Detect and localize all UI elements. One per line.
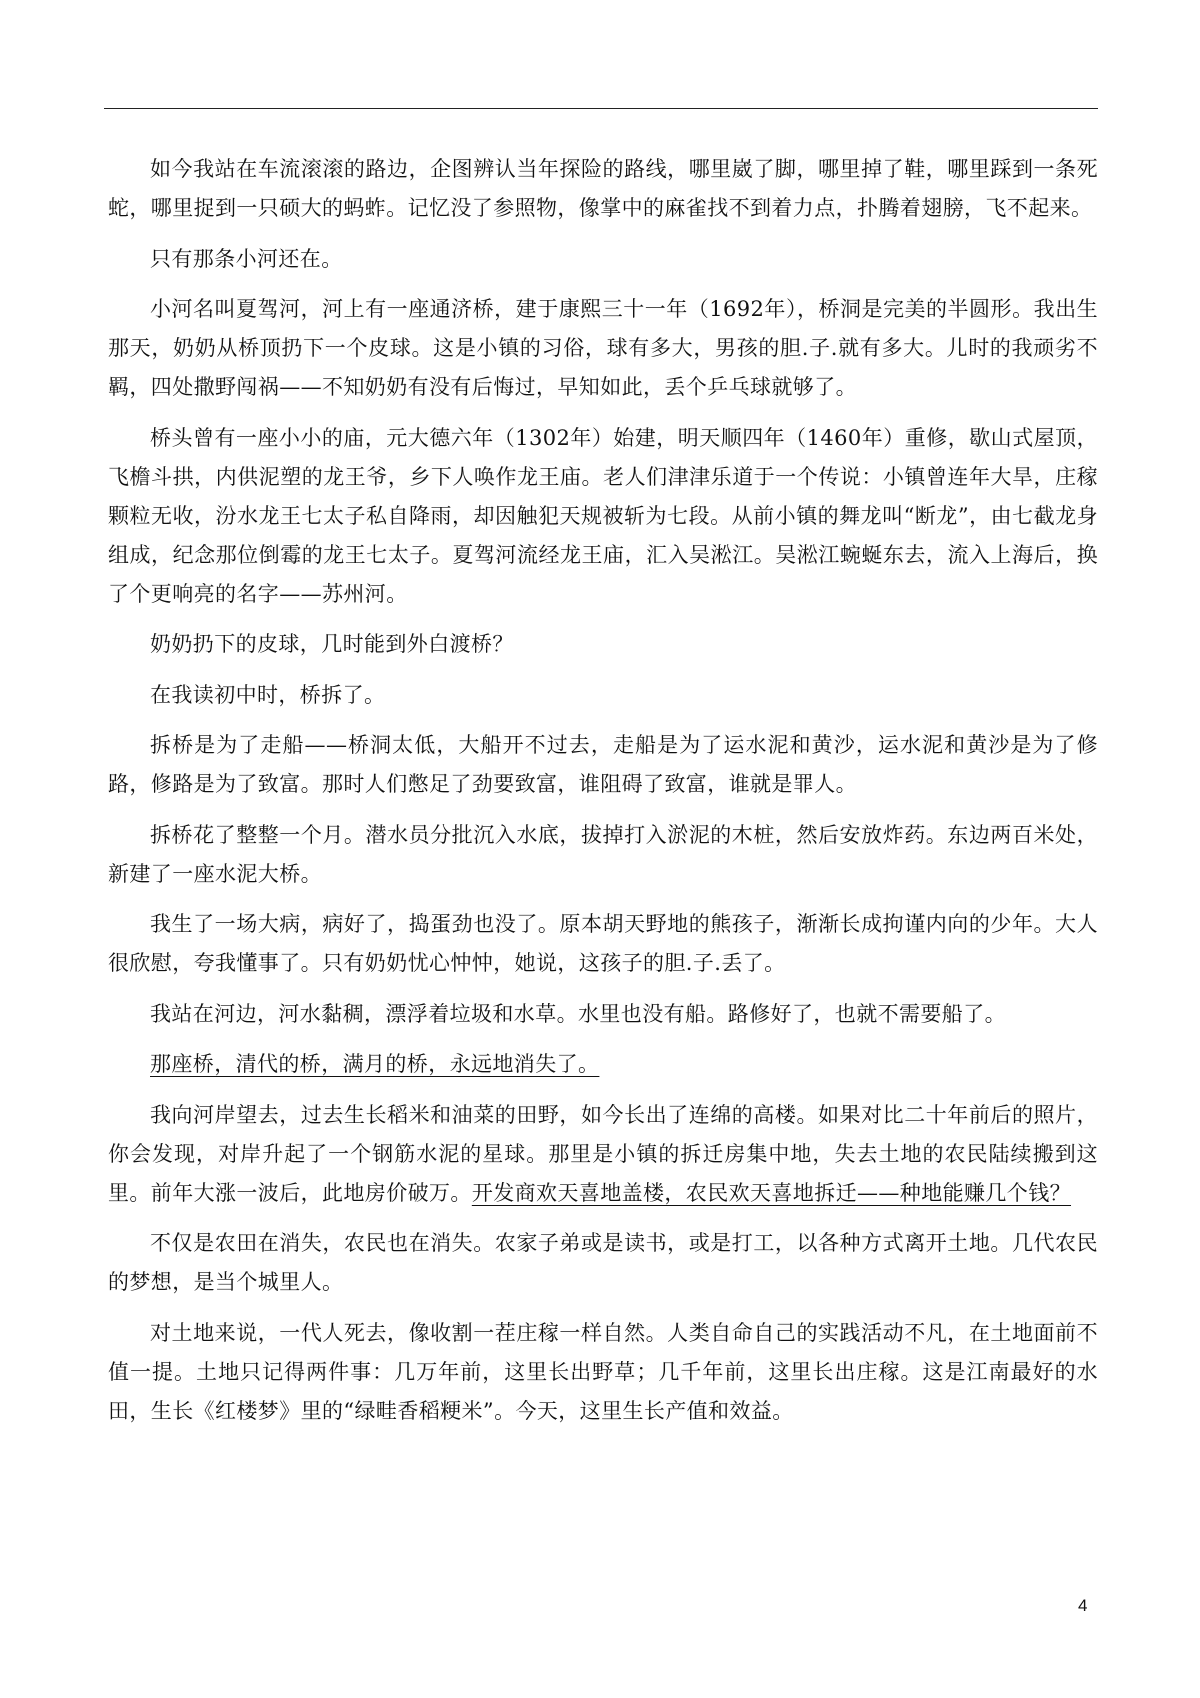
- paragraph: 如今我站在车流滚滚的路边，企图辨认当年探险的路线，哪里崴了脚，哪里掉了鞋，哪里踩到一条死蛇，哪里捉到一只硕大的蚂蚱。记忆没了参照物，像掌中的麻雀找不到着力点，扑腾着翅膀，飞不起来。: [108, 157, 1098, 220]
- paragraph: 桥头曾有一座小小的庙，元大德六年（1302年）始建，明天顺四年（1460年）重修，歇山式屋顶，飞檐斗拱，内供泥塑的龙王爷，乡下人唤作龙王庙。老人们津津乐道于一个传说：小镇曾连年大旱，庄稼颗粒无收，汾水龙王七太子私自降雨，却因触犯天规被斩为七段。从前小镇的舞龙叫“断龙”，由七截龙身组成，纪念那位倒霉的龙王七太子。夏驾河流经龙王庙，汇入吴淞江。吴淞江蜿蜒东去，流入上海后，换了个更响亮的名字——苏州河。: [108, 425, 1098, 606]
- paragraph: 奶奶扔下的皮球，几时能到外白渡桥？: [150, 632, 514, 656]
- paragraph: 对土地来说，一代人死去，像收割一茬庄稼一样自然。人类自命自己的实践活动不凡，在土地面前不值一提。土地只记得两件事：几万年前，这里长出野草；几千年前，这里长出庄稼。这是江南最好的水田，生长《红楼梦》里的“绿畦香稻粳米”。今天，这里生长产值和效益。: [108, 1320, 1098, 1423]
- paragraph-underlined: [108, 1045, 1098, 1084]
- paragraph: [108, 1096, 1098, 1213]
- paragraph: 只有那条小河还在。: [150, 246, 343, 271]
- underlined-sentence: 开发商欢天喜地盖楼，农民欢天喜地拆迁——种地能赚几个钱？: [471, 1180, 1072, 1205]
- paragraph: 拆桥花了整整一个月。潜水员分批沉入水底，拔掉打入淤泥的木桩，然后安放炸药。东边两百米处，新建了一座水泥大桥。: [108, 822, 1098, 886]
- page-number: 4: [1078, 1596, 1088, 1615]
- paragraph: 我站在河边，河水黏稠，漂浮着垃圾和水草。水里也没有船。路修好了，也就不需要船了。: [150, 1001, 1006, 1026]
- paragraph-text: 我向河岸望去，过去生长稻米和油菜的田野，如今长出了连绵的高楼。如果对比二十年前后的照片，你会发现，对岸升起了一个钢筋水泥的星球。那里是小镇的拆迁房集中地，失去土地的农民陆续搬到这里。前年大涨一波后，此地房价破万。: [108, 1102, 1098, 1205]
- article-body: [108, 150, 1098, 1442]
- paragraph: 小河名叫夏驾河，河上有一座通济桥，建于康熙三十一年（1692年），桥洞是完美的半圆形。我出生那天，奶奶从桥顶扔下一个皮球。这是小镇的习俗，球有多大，男孩的胆.子.就有多大。儿时的我顽劣不羁，四处撒野闯祸——不知奶奶有没有后悔过，早知如此，丢个乒乓球就够了。: [108, 297, 1098, 399]
- paragraph: 不仅是农田在消失，农民也在消失。农家子弟或是读书，或是打工，以各种方式离开土地。几代农民的梦想，是当个城里人。: [108, 1231, 1098, 1294]
- underlined-sentence: 那座桥，清代的桥，满月的桥，永远地消失了。: [150, 1052, 600, 1076]
- header-rule: [104, 108, 1098, 109]
- paragraph: 我生了一场大病，病好了，捣蛋劲也没了。原本胡天野地的熊孩子，渐渐长成拘谨内向的少年。大人很欣慰，夸我懂事了。只有奶奶忧心忡忡，她说，这孩子的胆.子.丢了。: [108, 912, 1098, 975]
- paragraph: 在我读初中时，桥拆了。: [150, 682, 386, 707]
- paragraph: 拆桥是为了走船——桥洞太低，大船开不过去，走船是为了运水泥和黄沙，运水泥和黄沙是为了修路，修路是为了致富。那时人们憋足了劲要致富，谁阻碍了致富，谁就是罪人。: [108, 733, 1098, 796]
